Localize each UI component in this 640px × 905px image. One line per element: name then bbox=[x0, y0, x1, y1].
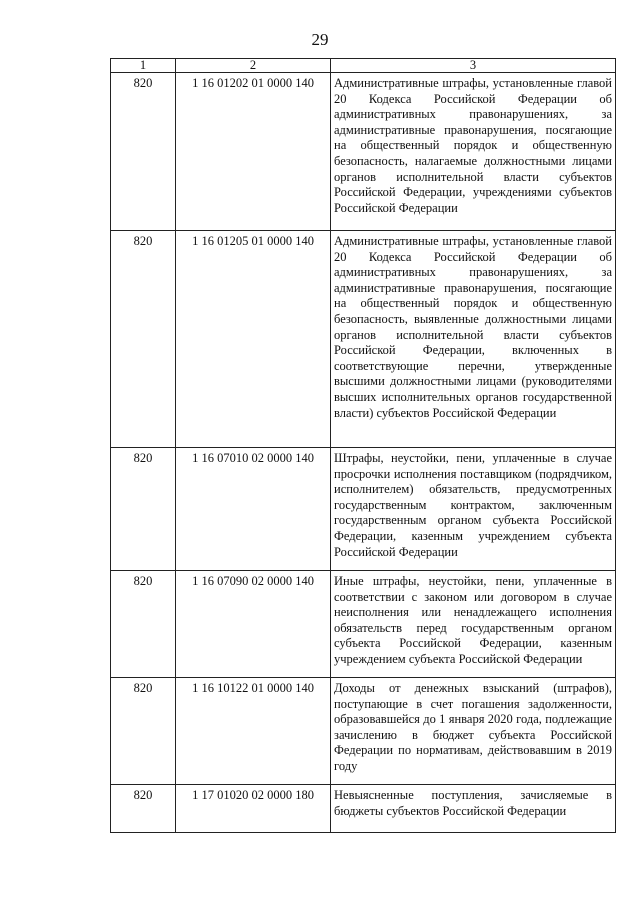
table-row bbox=[111, 73, 616, 231]
table-row bbox=[111, 571, 616, 678]
kbk-code-cell: 1 16 01205 01 0000 140 bbox=[176, 231, 331, 448]
admin-code-cell: 820 bbox=[111, 231, 176, 448]
table-row bbox=[111, 448, 616, 571]
table-row bbox=[111, 785, 616, 833]
column-header-3: 3 bbox=[331, 59, 616, 73]
column-header-1: 1 bbox=[111, 59, 176, 73]
column-header-2: 2 bbox=[176, 59, 331, 73]
revenue-name-cell: Административные штрафы, установленные главой 20 Кодекса Российской Федерации об административных правонарушениях, за административные правонарушения, посягающие на общественный порядок и общественную безопасность, налагаемые должностными лицами органов исполнительной власти субъектов Российской Федерации, учреждениями субъектов Российской Федерации bbox=[331, 73, 616, 231]
table-row bbox=[111, 678, 616, 785]
revenue-name-cell: Доходы от денежных взысканий (штрафов), поступающие в счет погашения задолженности, образовавшейся до 1 января 2020 года, подлежащие зачислению в бюджет субъекта Российской Федерации по нормативам, действовавшим в 2019 году bbox=[331, 678, 616, 785]
admin-code-cell: 820 bbox=[111, 73, 176, 231]
admin-code-cell: 820 bbox=[111, 571, 176, 678]
page-number: 29 bbox=[311, 30, 329, 49]
kbk-code-cell: 1 16 10122 01 0000 140 bbox=[176, 678, 331, 785]
revenue-name-cell: Штрафы, неустойки, пени, уплаченные в случае просрочки исполнения поставщиком (подрядчиком, исполнителем) обязательств, предусмотренных государственным контрактом, заключенным государственным органом субъекта Российской Федерации, казенным учреждением субъекта Российской Федерации bbox=[331, 448, 616, 571]
revenue-name-cell: Иные штрафы, неустойки, пени, уплаченные в соответствии с законом или договором в случае неисполнения или ненадлежащего исполнения обязательств перед государственным органом субъекта Российской Федерации, казенным учреждением субъекта Российской Федерации bbox=[331, 571, 616, 678]
kbk-code-cell: 1 16 01202 01 0000 140 bbox=[176, 73, 331, 231]
kbk-code-cell: 1 16 07010 02 0000 140 bbox=[176, 448, 331, 571]
admin-code-cell: 820 bbox=[111, 678, 176, 785]
kbk-code-cell: 1 16 07090 02 0000 140 bbox=[176, 571, 331, 678]
revenue-name-cell: Невыясненные поступления, зачисляемые в бюджеты субъектов Российской Федерации bbox=[331, 785, 616, 833]
admin-code-cell: 820 bbox=[111, 785, 176, 833]
revenue-code-table bbox=[110, 58, 616, 833]
table-row bbox=[111, 231, 616, 448]
admin-code-cell: 820 bbox=[111, 448, 176, 571]
kbk-code-cell: 1 17 01020 02 0000 180 bbox=[176, 785, 331, 833]
revenue-name-cell: Административные штрафы, установленные главой 20 Кодекса Российской Федерации об административных правонарушениях, за административные правонарушения, посягающие на общественный порядок и общественную безопасность, выявленные должностными лицами органов исполнительной власти субъектов Российской Федерации, включенных в соответствующие перечни, утвержденные высшими должностными лицами (руководителями высших исполнительных органов государственной власти) субъектов Российской Федерации bbox=[331, 231, 616, 448]
table-header-row bbox=[111, 59, 616, 73]
